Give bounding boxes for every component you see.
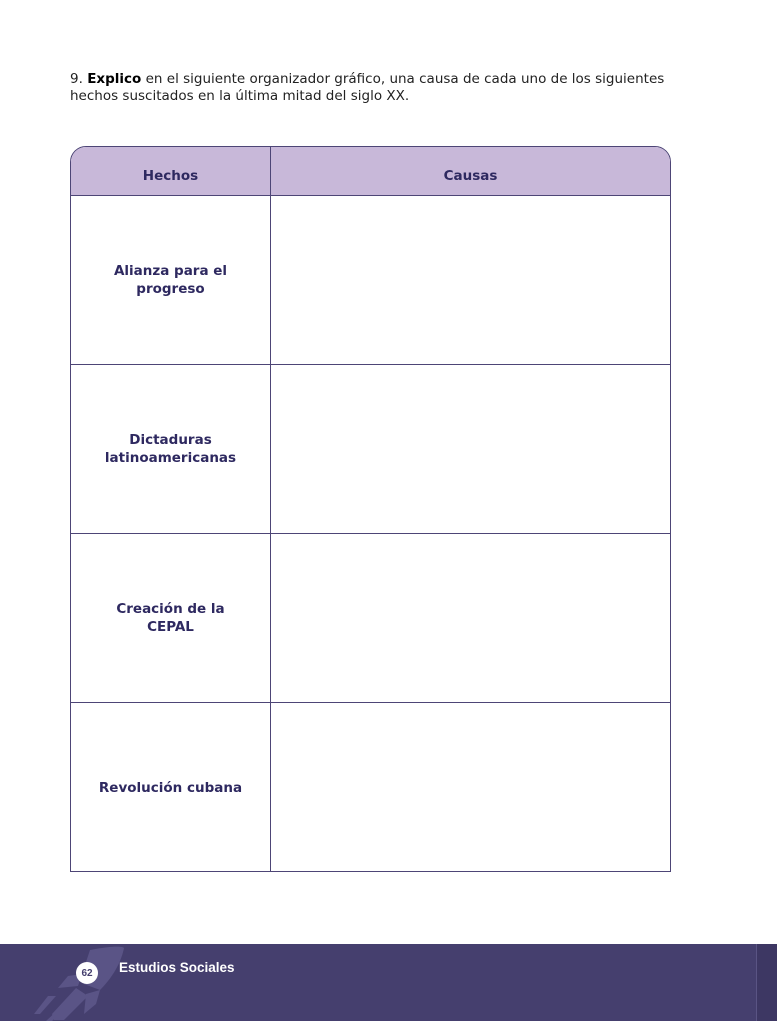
footer-edge-strip [756, 944, 777, 1021]
hecho-cell: Creación de la CEPAL [71, 534, 271, 702]
graphic-organizer-table [70, 146, 671, 872]
causa-answer-cell[interactable] [271, 365, 670, 533]
exercise-text: en el siguiente organizador gráfico, una causa de cada uno de los siguientes hechos suscitados en la última mitad del siglo XX. [70, 71, 665, 104]
page-footer [0, 944, 777, 1021]
table-row [71, 534, 670, 703]
header-hechos: Hechos [71, 147, 271, 195]
hecho-cell: Alianza para el progreso [71, 196, 271, 364]
causa-answer-cell[interactable] [271, 534, 670, 702]
causa-answer-cell[interactable] [271, 196, 670, 364]
exercise-number: 9. [70, 71, 83, 87]
rocket-icon [30, 944, 125, 1021]
causa-answer-cell[interactable] [271, 703, 670, 872]
hecho-cell: Dictaduras latinoamericanas [71, 365, 271, 533]
table-row [71, 365, 670, 534]
table-header-row [71, 147, 670, 196]
table-row [71, 703, 670, 872]
table-row [71, 196, 670, 365]
exercise-verb: Explico [87, 71, 142, 87]
subject-label: Estudios Sociales [119, 960, 235, 975]
hecho-cell: Revolución cubana [71, 703, 271, 872]
header-causas: Causas [443, 168, 498, 184]
exercise-instructions [70, 71, 700, 105]
page-number-badge: 62 [76, 962, 98, 984]
